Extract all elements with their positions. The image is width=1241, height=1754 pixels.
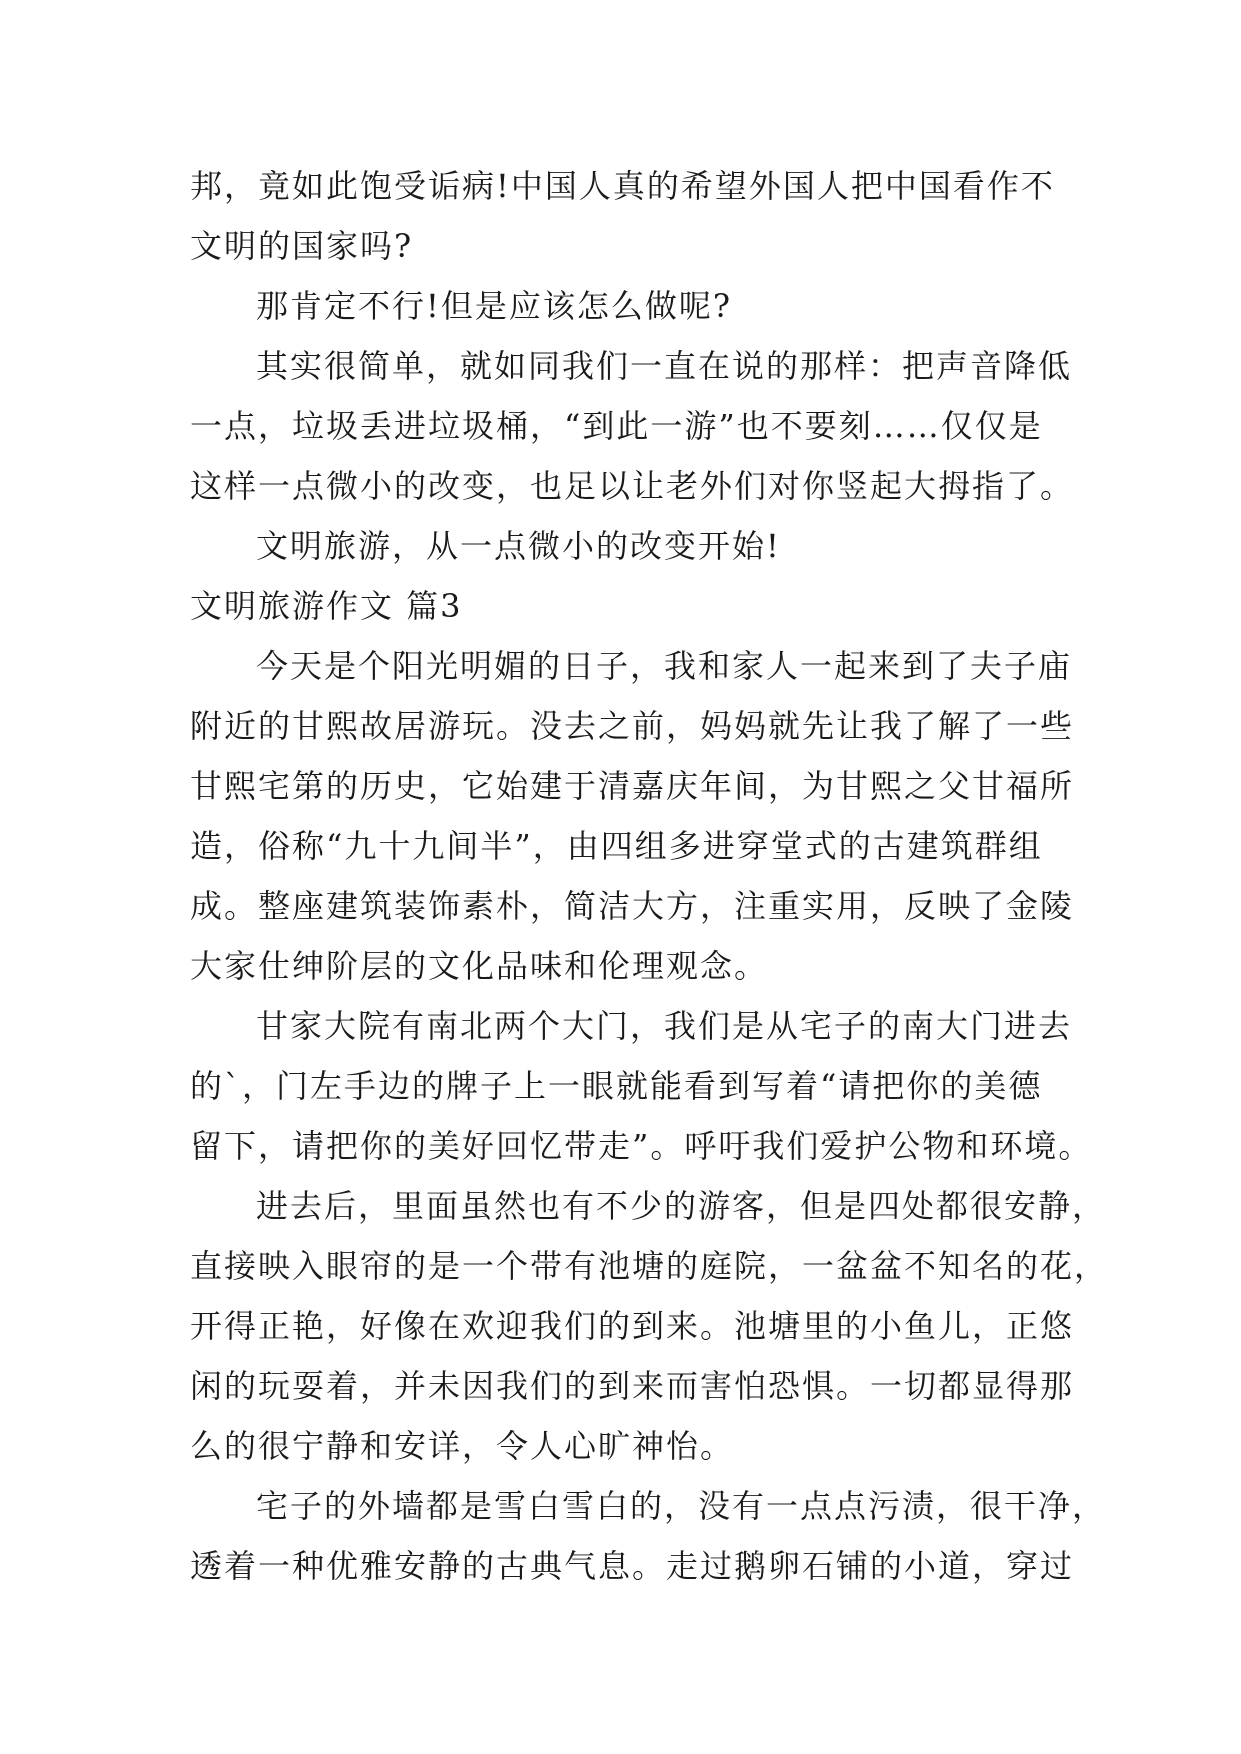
text-line: 这样一点微小的改变，也足以让老外们对你竖起大拇指了。 bbox=[190, 467, 1075, 505]
text-line: 开得正艳，好像在欢迎我们的到来。池塘里的小鱼儿，正悠 bbox=[190, 1307, 1075, 1345]
text-line: 的`，门左手边的牌子上一眼就能看到写着“请把你的美德 bbox=[190, 1067, 1043, 1105]
text-line: 宅子的外墙都是雪白雪白的，没有一点点污渍，很干净， bbox=[256, 1487, 1107, 1525]
text-line: 造，俗称“九十九间半”，由四组多进穿堂式的古建筑群组 bbox=[190, 827, 1043, 865]
text-line: 大家仕绅阶层的文化品味和伦理观念。 bbox=[190, 947, 769, 985]
text-line: 邦，竟如此饱受诟病!中国人真的希望外国人把中国看作不 bbox=[190, 167, 1055, 205]
text-line: 透着一种优雅安静的古典气息。走过鹅卵石铺的小道，穿过 bbox=[190, 1547, 1075, 1585]
text-line: 进去后，里面虽然也有不少的游客，但是四处都很安静， bbox=[256, 1187, 1107, 1225]
section-heading: 文明旅游作文 篇3 bbox=[190, 587, 463, 625]
text-line: 那肯定不行!但是应该怎么做呢? bbox=[256, 287, 733, 325]
text-line: 今天是个阳光明媚的日子，我和家人一起来到了夫子庙 bbox=[256, 647, 1073, 685]
text-line: 么的很宁静和安详，令人心旷神怡。 bbox=[190, 1427, 735, 1465]
text-line: 文明旅游，从一点微小的改变开始! bbox=[256, 527, 781, 565]
text-line: 一点，垃圾丢进垃圾桶，“到此一游”也不要刻……仅仅是 bbox=[190, 407, 1043, 445]
text-line: 甘家大院有南北两个大门，我们是从宅子的南大门进去 bbox=[256, 1007, 1073, 1045]
text-line: 附近的甘熙故居游玩。没去之前，妈妈就先让我了解了一些 bbox=[190, 707, 1075, 745]
document-body bbox=[190, 156, 1109, 1596]
text-line: 文明的国家吗? bbox=[190, 227, 414, 265]
text-line: 成。整座建筑装饰素朴，简洁大方，注重实用，反映了金陵 bbox=[190, 887, 1075, 925]
text-line: 闲的玩耍着，并未因我们的到来而害怕恐惧。一切都显得那 bbox=[190, 1367, 1075, 1405]
text-line: 留下，请把你的美好回忆带走”。呼吁我们爱护公物和环境。 bbox=[190, 1127, 1093, 1165]
text-line: 其实很简单，就如同我们一直在说的那样：把声音降低 bbox=[256, 347, 1073, 385]
text-line: 直接映入眼帘的是一个带有池塘的庭院，一盆盆不知名的花， bbox=[190, 1247, 1109, 1285]
text-line: 甘熙宅第的历史，它始建于清嘉庆年间，为甘熙之父甘福所 bbox=[190, 767, 1075, 805]
